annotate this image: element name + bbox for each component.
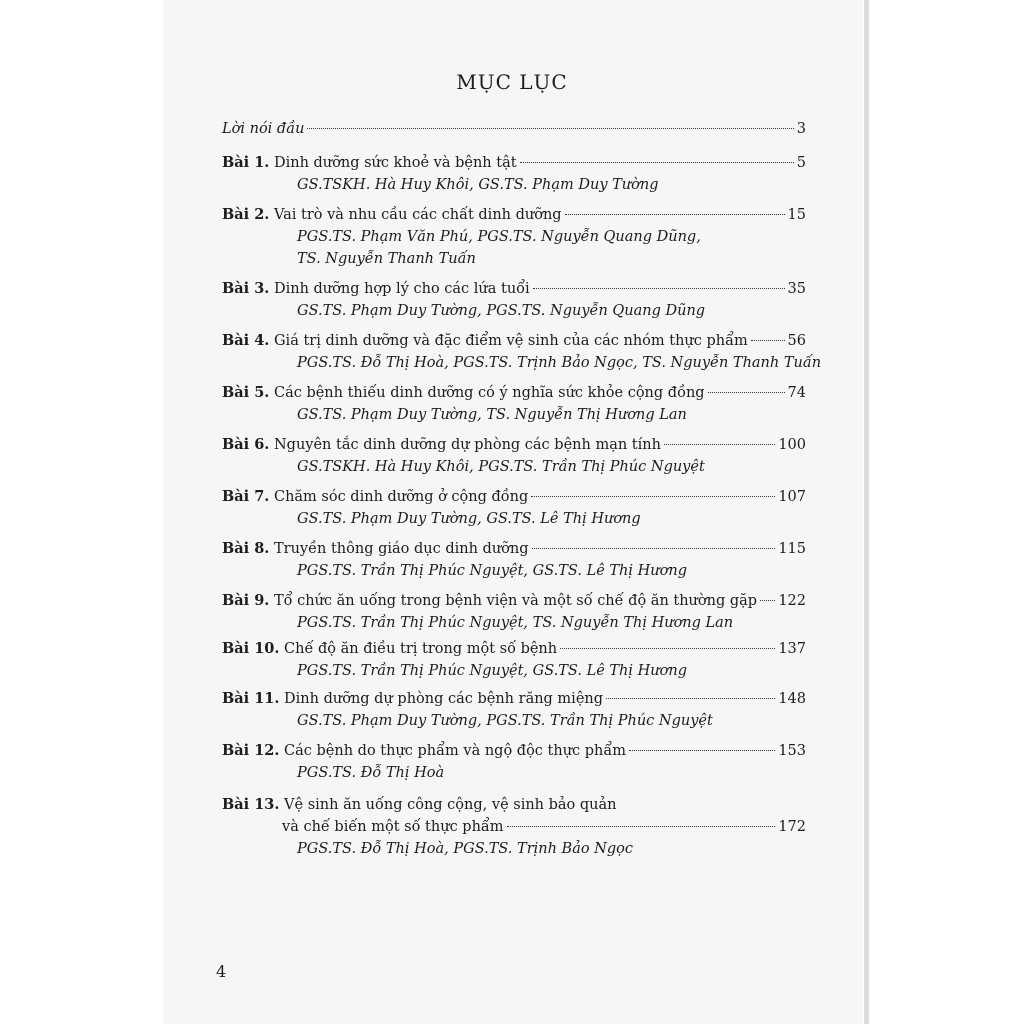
entry-title: Truyền thông giáo dục dinh dưỡng [273, 541, 529, 557]
entry-title: Chăm sóc dinh dưỡng ở cộng đồng [273, 489, 529, 505]
entry-page: 153 [778, 743, 806, 759]
entry-authors: PGS.TS. Phạm Văn Phú, PGS.TS. Nguyễn Quang Dũng, [297, 229, 701, 245]
entry-authors: PGS.TS. Đỗ Thị Hoà, PGS.TS. Trịnh Bảo Ngọc [297, 841, 634, 857]
toc-entry-7 [222, 486, 806, 530]
entry-page: 56 [787, 333, 806, 349]
entry-page: 115 [778, 541, 806, 557]
entry-authors: GS.TS. Phạm Duy Tường, TS. Nguyễn Thị Hương Lan [297, 407, 687, 423]
entry-authors: PGS.TS. Trần Thị Phúc Nguyệt, GS.TS. Lê Thị Hương [297, 663, 687, 679]
entry-authors: TS. Nguyễn Thanh Tuấn [297, 251, 476, 267]
dot-leader [307, 128, 793, 129]
page-title: MỤC LỤC [456, 70, 568, 94]
lesson-number: Bài 13. [222, 796, 280, 813]
entry-page: 148 [778, 691, 806, 707]
page-number: 4 [216, 962, 227, 981]
entry-title: Vệ sinh ăn uống công cộng, vệ sinh bảo quản [284, 797, 617, 813]
entry-page: 5 [796, 155, 806, 171]
toc-entry-5 [222, 382, 806, 426]
entry-page: 107 [778, 489, 806, 505]
lesson-number: Bài 2. [222, 206, 270, 223]
toc-entry-1 [222, 152, 806, 196]
entry-title: Giá trị dinh dưỡng và đặc điểm vệ sinh của các nhóm thực phẩm [273, 333, 748, 349]
lesson-number: Bài 9. [222, 592, 270, 609]
dot-leader [531, 496, 775, 497]
entry-title: Nguyên tắc dinh dưỡng dự phòng các bệnh mạn tính [273, 437, 661, 453]
lesson-number: Bài 4. [222, 332, 270, 349]
lesson-number: Bài 5. [222, 384, 270, 401]
lesson-number: Bài 8. [222, 540, 270, 557]
toc-entry-12 [222, 740, 806, 784]
entry-authors: GS.TSKH. Hà Huy Khôi, PGS.TS. Trần Thị Phúc Nguyệt [297, 459, 705, 475]
entry-authors: GS.TS. Phạm Duy Tường, PGS.TS. Trần Thị Phúc Nguyệt [297, 713, 713, 729]
entry-authors: PGS.TS. Trần Thị Phúc Nguyệt, TS. Nguyễn Thị Hương Lan [297, 615, 734, 631]
toc-entry-9 [222, 590, 806, 634]
dot-leader [520, 162, 794, 163]
entry-authors: PGS.TS. Trần Thị Phúc Nguyệt, GS.TS. Lê Thị Hương [297, 563, 687, 579]
entry-title: Các bệnh thiếu dinh dưỡng có ý nghĩa sức khỏe cộng đồng [273, 385, 705, 401]
entry-page: 137 [778, 641, 806, 657]
toc-entry-3 [222, 278, 806, 322]
toc-entry-8 [222, 538, 806, 582]
dot-leader [565, 214, 785, 215]
dot-leader [760, 600, 775, 601]
entry-title: Chế độ ăn điều trị trong một số bệnh [284, 641, 558, 657]
entry-authors: GS.TSKH. Hà Huy Khôi, GS.TS. Phạm Duy Tường [297, 177, 659, 193]
toc-entry-2 [222, 204, 806, 270]
dot-leader [708, 392, 785, 393]
dot-leader [533, 288, 785, 289]
entry-title: Dinh dưỡng hợp lý cho các lứa tuổi [273, 281, 530, 297]
entry-title: Dinh dưỡng sức khoẻ và bệnh tật [273, 155, 517, 171]
lesson-number: Bài 7. [222, 488, 270, 505]
toc-entry-6 [222, 434, 806, 478]
dot-leader [532, 548, 776, 549]
toc-entry-intro [222, 118, 806, 140]
page-edge [864, 0, 869, 1024]
lesson-number: Bài 1. [222, 154, 270, 171]
lesson-number: Bài 6. [222, 436, 270, 453]
dot-leader [560, 648, 775, 649]
entry-title: Các bệnh do thực phẩm và ngộ độc thực phẩm [284, 743, 627, 759]
entry-authors: PGS.TS. Đỗ Thị Hoà, PGS.TS. Trịnh Bảo Ngọc, TS. Nguyễn Thanh Tuấn [297, 355, 822, 371]
lesson-number: Bài 11. [222, 690, 280, 707]
entry-title: Vai trò và nhu cầu các chất dinh dưỡng [273, 207, 562, 223]
entry-page: 3 [796, 121, 806, 137]
dot-leader [664, 444, 775, 445]
entry-authors: GS.TS. Phạm Duy Tường, PGS.TS. Nguyễn Quang Dũng [297, 303, 706, 319]
toc-entry-10 [222, 638, 806, 682]
toc-entry-11 [222, 688, 806, 732]
entry-title: Lời nói đầu [222, 121, 305, 137]
dot-leader [629, 750, 775, 751]
entry-authors: GS.TS. Phạm Duy Tường, GS.TS. Lê Thị Hương [297, 511, 641, 527]
entry-title-continued: và chế biến một số thực phẩm [282, 819, 504, 835]
lesson-number: Bài 10. [222, 640, 280, 657]
toc-entry-13 [222, 794, 806, 860]
entry-page: 172 [778, 819, 806, 835]
entry-title: Dinh dưỡng dự phòng các bệnh răng miệng [284, 691, 604, 707]
entry-title: Tổ chức ăn uống trong bệnh viện và một số chế độ ăn thường gặp [273, 593, 758, 609]
lesson-number: Bài 12. [222, 742, 280, 759]
dot-leader [606, 698, 775, 699]
entry-authors: PGS.TS. Đỗ Thị Hoà [297, 765, 445, 781]
dot-leader [507, 826, 776, 827]
dot-leader [751, 340, 785, 341]
entry-page: 100 [778, 437, 806, 453]
entry-page: 15 [787, 207, 806, 223]
entry-page: 74 [787, 385, 806, 401]
entry-page: 35 [787, 281, 806, 297]
entry-page: 122 [778, 593, 806, 609]
lesson-number: Bài 3. [222, 280, 270, 297]
toc-entry-4 [222, 330, 822, 374]
